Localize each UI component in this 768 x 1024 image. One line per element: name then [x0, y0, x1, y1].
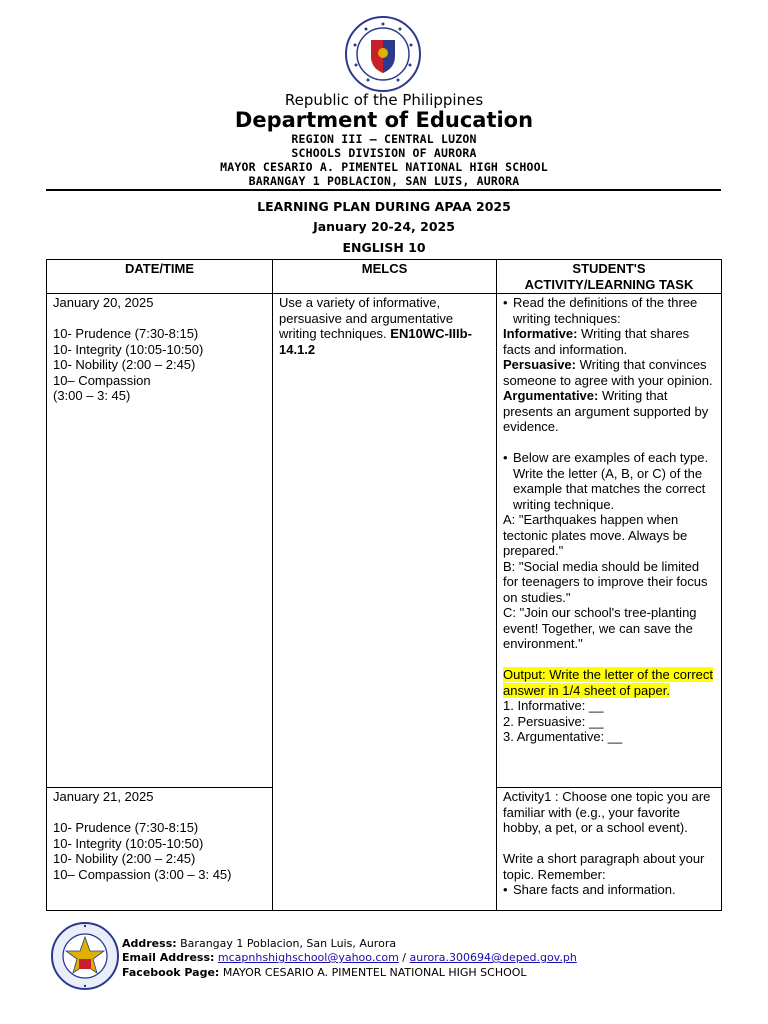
melc-code: EN10WC-IIIb-14.1.2 [279, 326, 472, 357]
table-row [47, 294, 722, 788]
republic-heading: Republic of the Philippines [284, 91, 484, 109]
header-date-time: DATE/TIME [47, 260, 273, 294]
learning-plan-table [46, 259, 722, 911]
date-value: January 20, 2025 [53, 295, 154, 310]
schedule-line: (3:00 – 3: 45) [53, 388, 131, 403]
write-instruction: Write a short paragraph about your topic. Remember: [503, 851, 705, 882]
example-c: C: "Join our school's tree-planting event! Together, we can save the environment." [503, 605, 697, 651]
header-activity [497, 260, 722, 294]
schedule-line: 10- Nobility (2:00 – 2:45) [53, 851, 196, 866]
output-instruction: Output: Write the letter of the correct answer in 1/4 sheet of paper. [503, 667, 714, 698]
school-seal-logo [50, 921, 120, 991]
plan-subject: ENGLISH 10 [342, 240, 426, 255]
footer-facebook: Facebook Page: MAYOR CESARIO A. PIMENTEL NATIONAL HIGH SCHOOL [122, 966, 527, 979]
date-cell [47, 294, 273, 788]
answer-line: 2. Persuasive: __ [503, 713, 604, 729]
region-heading: REGION III – CENTRAL LUZON [291, 132, 477, 146]
header-divider [46, 189, 721, 191]
activity-cell [497, 788, 722, 911]
schedule-line: 10– Compassion [53, 372, 151, 388]
schedule-line: 10- Prudence (7:30-8:15) [53, 820, 199, 835]
activity-instruction: Activity1 : Choose one topic you are familiar with (e.g., your favorite hobby, a pet, or a school event). [503, 789, 711, 835]
header-activity-line-2: ACTIVITY/LEARNING TASK [524, 276, 694, 292]
schedule-line: 10- Prudence (7:30-8:15) [53, 326, 199, 341]
definition-persuasive: Persuasive: Writing that convinces someone to agree with your opinion. [503, 357, 713, 388]
answer-line: 3. Argumentative: __ [503, 729, 623, 744]
answer-line: 1. Informative: __ [503, 698, 604, 713]
bullet-item: • Share facts and information. [503, 882, 715, 898]
melc-text: Use a variety of informative, persuasive and argumentative writing techniques. [279, 295, 454, 341]
barangay-heading: BARANGAY 1 POBLACION, SAN LUIS, AURORA [248, 174, 520, 188]
school-heading: MAYOR CESARIO A. PIMENTEL NATIONAL HIGH SCHOOL [220, 160, 548, 174]
date-cell [47, 788, 273, 911]
footer-email: Email Address: mcapnhshighschool@yahoo.com / aurora.300694@deped.gov.ph [122, 951, 577, 964]
example-a: A: "Earthquakes happen when tectonic plates move. Always be prepared." [503, 512, 688, 558]
bullet-item: • Read the definitions of the three writing techniques: [503, 295, 715, 326]
email-link-yahoo[interactable]: mcapnhshighschool@yahoo.com [217, 951, 399, 964]
email-link-deped[interactable]: aurora.300694@deped.gov.ph [409, 951, 577, 964]
schedule-line: 10- Nobility (2:00 – 2:45) [53, 357, 196, 372]
activity-cell [497, 294, 722, 788]
schedule-line: 10– Compassion (3:00 – 3: 45) [53, 866, 232, 882]
header-melcs: MELCS [273, 260, 497, 294]
footer-address: Address: Barangay 1 Poblacion, San Luis, Aurora [122, 937, 397, 950]
table-header-row [47, 260, 722, 294]
plan-title: LEARNING PLAN DURING APAA 2025 [257, 199, 511, 214]
melcs-cell [273, 294, 497, 911]
definition-informative: Informative: Writing that shares facts and information. [503, 326, 690, 357]
definition-argumentative: Argumentative: Writing that presents an argument supported by evidence. [503, 388, 709, 434]
schedule-line: 10- Integrity (10:05-10:50) [53, 341, 204, 357]
division-heading: SCHOOLS DIVISION OF AURORA [291, 146, 477, 160]
example-b: B: "Social media should be limited for teenagers to improve their focus on studies." [503, 558, 708, 605]
header-activity-line-1: STUDENT'S [572, 261, 646, 276]
department-heading: Department of Education [234, 108, 534, 132]
plan-dates: January 20-24, 2025 [313, 219, 455, 234]
bullet-item: • Below are examples of each type. Write the letter (A, B, or C) of the example that matches the correct writing technique. [503, 450, 715, 512]
schedule-line: 10- Integrity (10:05-10:50) [53, 835, 204, 851]
deped-seal-logo [344, 15, 422, 93]
date-value: January 21, 2025 [53, 789, 154, 804]
